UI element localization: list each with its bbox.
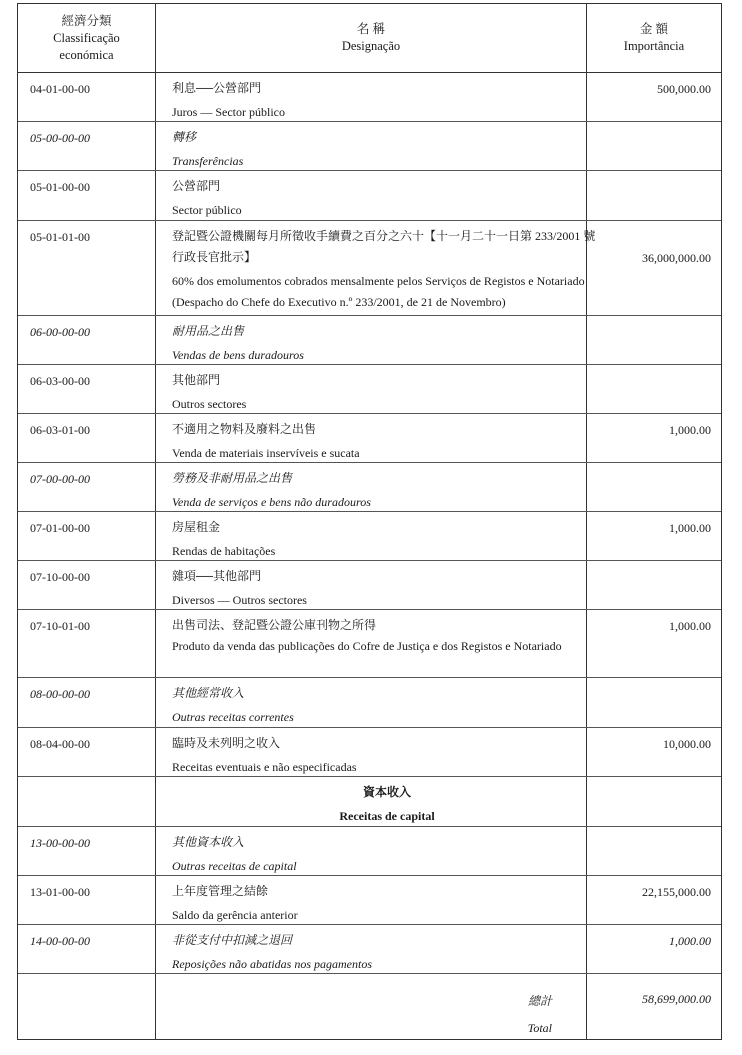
budget-table	[17, 3, 722, 1040]
row-designation	[172, 832, 600, 877]
row-designation	[172, 419, 600, 464]
row-code: 05-01-00-00	[30, 180, 90, 194]
header-classification-zh: 經濟分類	[61, 13, 112, 28]
row-code: 14-00-00-00	[30, 934, 90, 948]
table-row	[18, 512, 721, 561]
header-classification	[18, 4, 155, 72]
table-row	[18, 221, 721, 316]
table-row	[18, 827, 721, 876]
row-designation-pt: Vendas de bens duradouros	[172, 348, 304, 362]
table-header	[18, 4, 721, 73]
row-designation-pt: Reposições não abatidas nos pagamentos	[172, 957, 372, 971]
row-amount: 1,000.00	[669, 423, 711, 437]
row-designation-zh: 非從支付中扣減之退回	[172, 933, 293, 947]
row-code: 13-00-00-00	[30, 836, 90, 850]
row-designation	[172, 566, 600, 611]
row-designation-pt: Outros sectores	[172, 397, 247, 411]
row-code: 07-00-00-00	[30, 472, 90, 486]
row-designation	[172, 226, 600, 313]
row-designation-zh: 上年度管理之結餘	[172, 884, 269, 898]
total-label-pt: Total	[527, 1021, 552, 1035]
row-designation	[172, 468, 600, 513]
row-designation	[172, 176, 600, 221]
row-designation-zh: 其他資本收入	[172, 835, 245, 849]
row-amount: 1,000.00	[669, 619, 711, 633]
row-code: 06-03-01-00	[30, 423, 90, 437]
row-designation-pt: Venda de serviços e bens não duradouros	[172, 495, 371, 509]
section-heading-zh: 資本收入	[362, 785, 411, 799]
row-designation-zh: 房屋租金	[172, 520, 221, 534]
row-designation	[172, 930, 600, 975]
row-designation-zh: 雜項──其他部門	[172, 569, 262, 583]
row-designation-zh: 公營部門	[172, 179, 221, 193]
row-amount: 1,000.00	[669, 521, 711, 535]
header-amount	[587, 4, 721, 72]
total-label-zh: 總計	[527, 994, 552, 1008]
row-designation-zh: 轉移	[172, 130, 197, 144]
row-designation-zh: 其他經常收入	[172, 686, 245, 700]
row-designation-pt: Saldo da gerência anterior	[172, 908, 298, 922]
row-code: 08-04-00-00	[30, 737, 90, 751]
header-designation-pt: Designação	[341, 39, 401, 53]
row-designation-pt: 60% dos emolumentos cobrados mensalmente pelos Serviços de Registos e Notariado (Despacho do Chefe do Executivo n.º 233/2001, de 21 de Novembro)	[172, 274, 585, 309]
row-code: 07-10-00-00	[30, 570, 90, 584]
total-label	[172, 988, 552, 1042]
row-code: 05-01-01-00	[30, 230, 90, 244]
table-row	[18, 414, 721, 463]
row-designation-pt: Transferências	[172, 154, 244, 168]
row-amount: 1,000.00	[669, 934, 711, 948]
row-designation-zh: 登記暨公證機關每月所徵收手續費之百分之六十【十一月二十一日第 233/2001 號行政長官批示】	[172, 229, 596, 264]
row-designation-pt: Juros — Sector público	[172, 105, 285, 119]
table-row	[18, 171, 721, 221]
header-classification-pt-2: económica	[59, 47, 114, 62]
header-amount-zh: 金 額	[639, 22, 669, 36]
row-code: 06-00-00-00	[30, 325, 90, 339]
row-designation-pt: Rendas de habitações	[172, 544, 276, 558]
table-row	[18, 365, 721, 414]
row-designation-zh: 勞務及非耐用品之出售	[172, 471, 293, 485]
table-row	[18, 316, 721, 365]
row-designation-pt: Sector público	[172, 203, 242, 217]
table-row	[18, 925, 721, 974]
row-code: 04-01-00-00	[30, 82, 90, 96]
row-designation-zh: 耐用品之出售	[172, 324, 245, 338]
header-amount-pt: Importância	[623, 39, 685, 53]
header-classification-pt: Classificação	[53, 30, 120, 45]
row-designation-pt: Receitas eventuais e não especificadas	[172, 760, 357, 774]
row-designation	[172, 615, 600, 657]
row-amount: 500,000.00	[657, 82, 711, 96]
total-amount: 58,699,000.00	[642, 992, 711, 1006]
table-row	[18, 463, 721, 512]
row-designation	[172, 321, 600, 366]
row-designation	[172, 78, 600, 123]
row-designation	[172, 127, 600, 172]
row-code: 07-10-01-00	[30, 619, 90, 633]
row-designation-pt: Venda de materiais inservíveis e sucata	[172, 446, 360, 460]
row-amount: 10,000.00	[663, 737, 711, 751]
row-code: 05-00-00-00	[30, 131, 90, 145]
row-designation	[172, 370, 600, 415]
row-designation	[172, 517, 600, 562]
row-designation	[172, 881, 600, 926]
row-code: 13-01-00-00	[30, 885, 90, 899]
section-row	[18, 777, 721, 827]
table-row	[18, 73, 721, 122]
row-designation-pt: Outras receitas de capital	[172, 859, 297, 873]
row-designation	[172, 683, 600, 728]
row-designation-pt: Diversos — Outros sectores	[172, 593, 307, 607]
table-row	[18, 610, 721, 678]
table-row	[18, 728, 721, 777]
row-designation-zh: 臨時及未列明之收入	[172, 736, 281, 750]
row-amount: 36,000,000.00	[642, 251, 711, 265]
section-heading-pt: Receitas de capital	[339, 809, 435, 823]
header-designation-zh: 名 稱	[356, 22, 386, 36]
row-designation-zh: 出售司法、登記暨公證公庫刊物之所得	[172, 618, 377, 632]
row-designation	[172, 733, 600, 778]
table-row	[18, 876, 721, 925]
row-amount: 22,155,000.00	[642, 885, 711, 899]
row-designation-pt: Outras receitas correntes	[172, 710, 294, 724]
table-row	[18, 122, 721, 171]
table-row	[18, 678, 721, 728]
row-code: 06-03-00-00	[30, 374, 90, 388]
row-designation-pt: Produto da venda das publicações do Cofre de Justiça e dos Registos e Notariado	[172, 639, 562, 653]
row-code: 07-01-00-00	[30, 521, 90, 535]
total-row	[18, 974, 721, 1040]
row-code: 08-00-00-00	[30, 687, 90, 701]
section-heading	[172, 782, 602, 827]
row-designation-zh: 不適用之物料及廢料之出售	[172, 422, 317, 436]
header-designation	[156, 4, 586, 72]
row-designation-zh: 利息──公營部門	[172, 81, 262, 95]
row-designation-zh: 其他部門	[172, 373, 221, 387]
table-row	[18, 561, 721, 610]
